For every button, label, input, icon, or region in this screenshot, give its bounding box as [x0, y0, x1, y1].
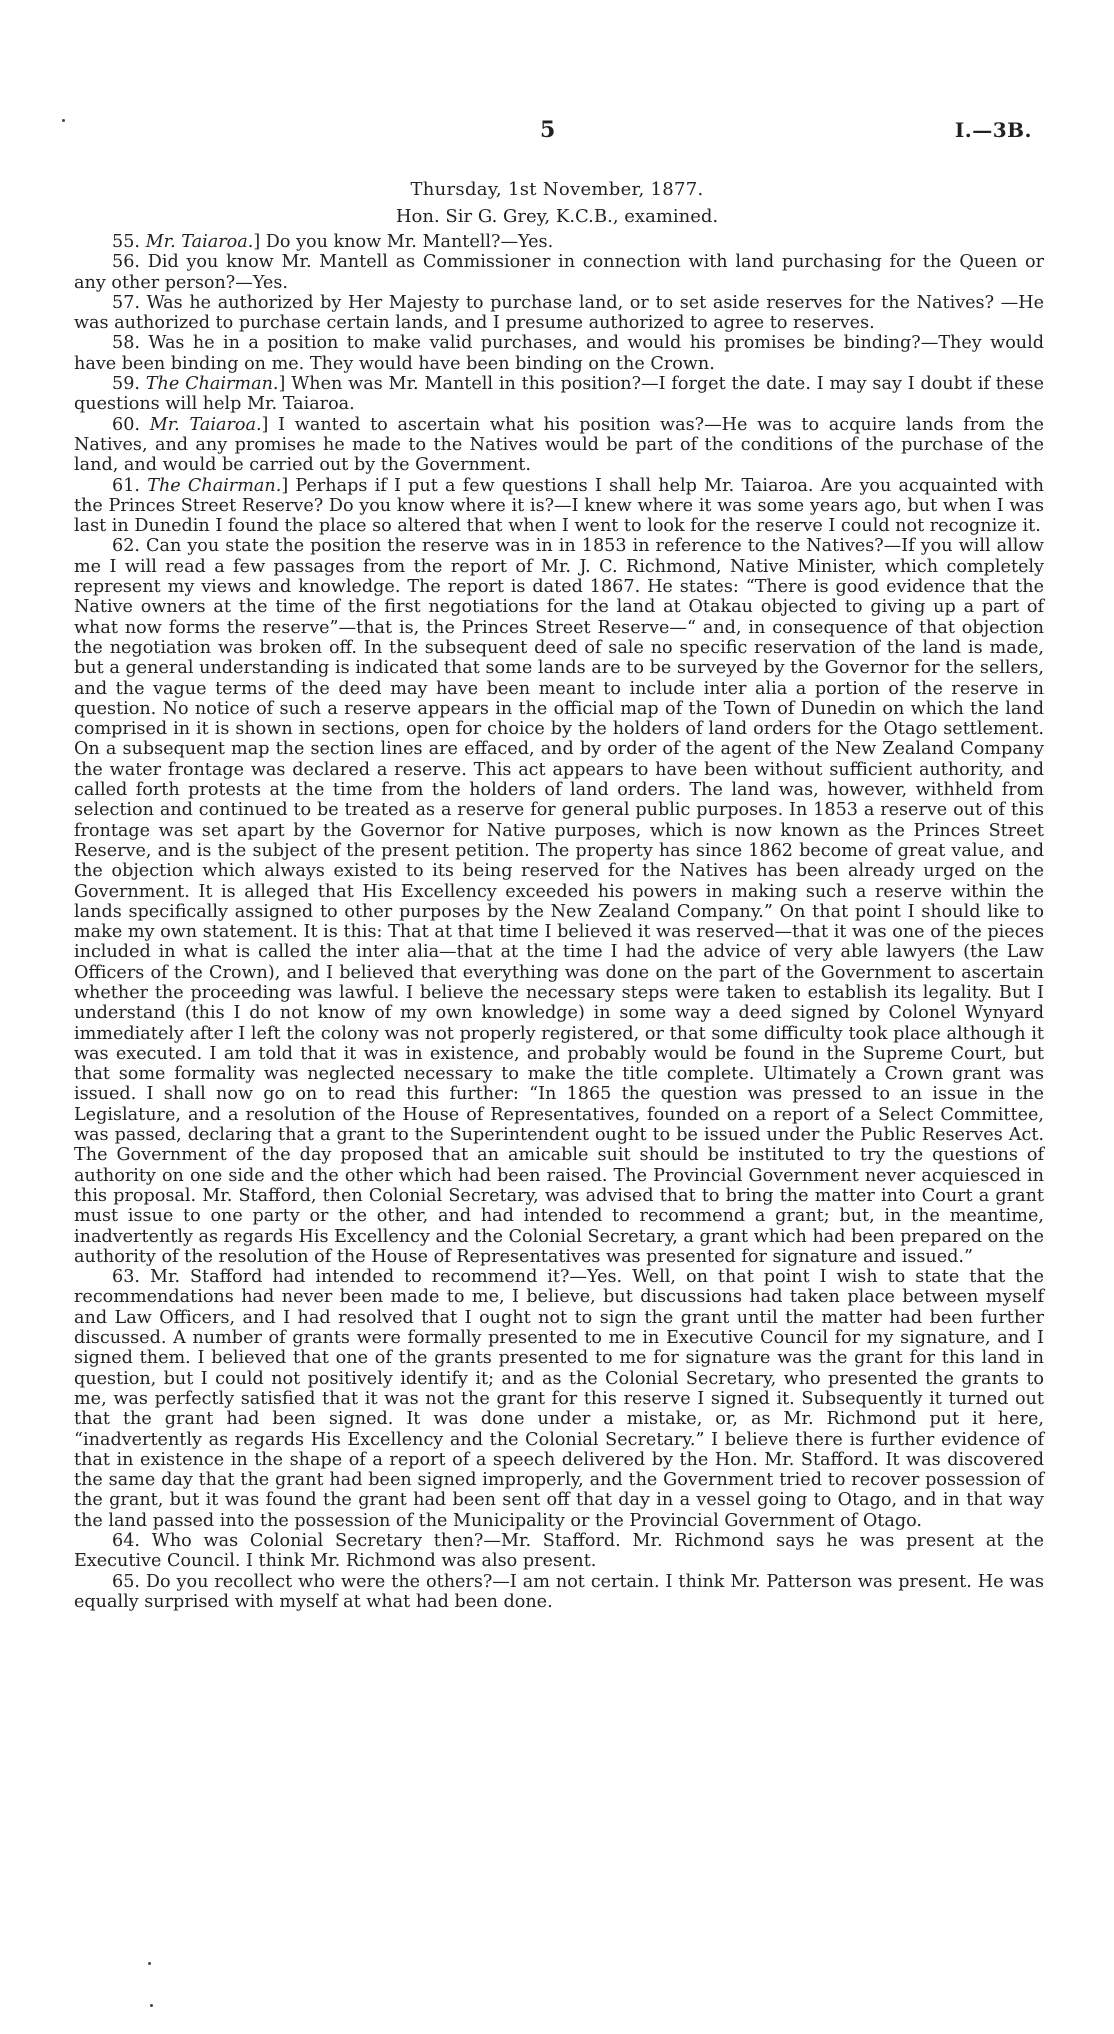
session-date: Thursday, 1st November, 1877. [410, 179, 704, 200]
speaker-bracket: ] [281, 475, 289, 496]
question-number: 60. [112, 414, 140, 435]
question-number: 63. [112, 1267, 140, 1288]
question-text: Do you recollect who were the others?—I am not certain. I think Mr. Patterson was present. He was equally surprised with myself at what had been done. [74, 1571, 1044, 1612]
question-text: Was he authorized by Her Majesty to purchase land, or to set aside reserves for the Natives? —He was authorized to purchase certain lands, and I presume authorized to agree to reserves. [74, 292, 1044, 334]
question-paragraph [74, 333, 1044, 374]
page-header [0, 117, 1114, 146]
scan-speck [148, 1962, 151, 1965]
speaker-name: The Chairman. [147, 475, 282, 496]
question-number: 58. [112, 333, 140, 354]
page-number: 5 [540, 117, 556, 143]
testimony-body [74, 232, 1044, 1612]
question-paragraph [74, 293, 1044, 334]
question-text: When was Mr. Mantell in this position?—I forget the date. I may say I doubt if these questions will help Mr. Taiaroa. [74, 374, 1044, 415]
speaker-bracket: ] [253, 232, 261, 252]
question-number: 56. [112, 252, 140, 273]
witness-heading: Hon. Sir G. Grey, K.C.B., examined. [395, 206, 719, 227]
question-text: Mr. Stafford had intended to recommend it?—Yes. Well, on that point I wish to state that the recommendations had never been made to me, I believe, but discussions had taken place between myself and Law Officers, and I had resolved that I ought not to sign the grant until the matter had been further discussed. A number of grants were formally presented to me in Executive Council for my signature, and I signed them. I believed that one of the grants presented to me for signature was the grant for this land in question, but I could not positively identify it; and as the Colonial Secretary, who presented the grants to me, was perfectly satisfied that it was not the grant for this reserve I signed it. Subsequently it turned out that the grant had been signed. It was done under a mistake, or, as Mr. Richmond put it here, “inadvertently as regards His Excellency and the Colonial Secretary.” I believe there is further evidence of that in existence in the shape of a report of a speech delivered by the Hon. Mr. Stafford. It was discovered the same day that the grant had been signed improperly, and the Government tried to recover possession of the grant, but it was found the grant had been sent off that day in a vessel going to Otago, and in that way the land passed into the possession of the Municipality or the Provincial Government of Otago. [74, 1267, 1044, 1531]
question-number: 62. [112, 536, 140, 557]
question-text: Was he in a position to make valid purchases, and would his promises be binding?—They would have been binding on me. They would have been binding on the Crown. [74, 333, 1045, 374]
question-number: 55. [112, 232, 140, 252]
question-number: 64. [112, 1531, 140, 1551]
question-text: I wanted to ascertain what his position was?—He was to acquire lands from the Natives, and any promises he made to the Natives would be part of the conditions of the purchase of the land, and would be carried out by the Government. [74, 414, 1044, 476]
question-text: Who was Colonial Secretary then?—Mr. Stafford. Mr. Richmond says he was present at the Executive Council. I think Mr. Richmond was also present. [74, 1531, 1044, 1572]
question-paragraph [74, 476, 1044, 537]
speaker-name: Mr. Taiaroa. [149, 414, 262, 435]
question-text: Did you know Mr. Mantell as Commissioner in connection with land purchasing for the Queen or any other person?—Yes. [74, 252, 1044, 293]
speaker-name: The Chairman. [145, 374, 279, 395]
question-paragraph [74, 232, 1044, 252]
question-paragraph [74, 1531, 1044, 1572]
scan-speck [150, 2004, 153, 2007]
question-paragraph [74, 252, 1044, 293]
question-number: 65. [112, 1571, 140, 1592]
speaker-bracket: ] [261, 414, 269, 435]
speaker-bracket: ] [278, 374, 286, 395]
question-paragraph [74, 374, 1044, 415]
question-text: Can you state the position the reserve was in in 1853 in reference to the Natives?—If you will allow me I will read a few passages from the report of Mr. J. C. Richmond, Native Minister, which completely represent my views and knowledge. The report is dated 1867. He states: “There is good evidence that the Native owners at the time of the first negotiations for the land at Otakau objected to giving up a part of what now forms the reserve”—that is, the Princes Street Reserve—“ and, in consequence of that objection the negotiation was broken off. In the subsequent deed of sale no specific reservation of the land is made, but a general understanding is indicated that some lands are to be surveyed by the Governor for the sellers, and the vague terms of the deed may have been meant to include inter alia a portion of the reserve in question. No notice of such a reserve appears in the official map of the Town of Dunedin on which the land comprised in it is shown in sections, open for choice by the holders of land orders for the Otago settlement. On a subsequent map the section lines are effaced, and by order of the agent of the New Zealand Company the water frontage was declared a reserve. This act appears to have been without sufficient authority, and called forth protests at the time from the holders of land orders. The land was, however, withheld from selection and continued to be treated as a reserve for general public purposes. In 1853 a reserve out of this frontage was set apart by the Governor for Native purposes, which is now known as the Princes Street Reserve, and is the subject of the present petition. The property has since 1862 become of great value, and the objection which always existed to its being reserved for the Natives has been already urged on the Government. It is alleged that His Excellency exceeded his powers in making such a reserve within the lands specifically assigned to other purposes by the New Zealand Company.” On that point I should like to make my own statement. It is this: That at that time I believed it was reserved—that it was one of the pieces included in what is called the inter alia—that at the time I had the advice of very able lawyers (the Law Officers of the Crown), and I believed that everything was done on the part of the Government to ascertain whether the proceeding was lawful. I believe the necessary steps were taken to establish its legality. But I understand (this I do not know of my own knowledge) in some way a deed signed by Colonel Wynyard immediately after I left the colony was not properly registered, or that some difficulty took place although it was executed. I am told that it was in existence, and probably would be found in the Supreme Court, but that some formality was neglected necessary to make the title complete. Ultimately a Crown grant was issued. I shall now go on to read this further: “In 1865 the question was pressed to an issue in the Legislature, and a resolution of the House of Representatives, founded on a report of a Select Committee, was passed, declaring that a grant to the Superintendent ought to be issued under the Public Reserves Act. The Government of the day proposed that an amicable suit should be instituted to try the questions of authority on one side and the other which had been raised. The Provincial Government never acquiesced in this proposal. Mr. Stafford, then Colonial Secretary, was advised that to bring the matter into Court a grant must issue to one party or the other, and had intended to recommend a grant; but, in the meantime, inadvertently as regards His Excellency and the Colonial Secretary, a grant which had been prepared on the authority of the resolution of the House of Representatives was presented for signature and issued.” [74, 536, 1044, 1267]
question-paragraph [74, 415, 1044, 476]
question-paragraph [74, 1572, 1044, 1613]
document-reference: I.—3B. [954, 118, 1032, 142]
question-paragraph [74, 1267, 1044, 1531]
speaker-name: Mr. Taiaroa. [145, 232, 254, 252]
question-text: Do you know Mr. Mantell?—Yes. [260, 232, 554, 252]
question-paragraph [74, 536, 1044, 1267]
question-number: 59. [112, 374, 140, 395]
question-number: 61. [112, 475, 140, 496]
question-number: 57. [112, 292, 140, 313]
question-text: Perhaps if I put a few questions I shall help Mr. Taiaroa. Are you acquainted with the Princes Street Reserve? Do you know where it is?—I knew where it was some years ago, but when I was last in Dunedin I found the place so altered that when I went to look for the reserve I could not recognize it. [74, 475, 1044, 537]
